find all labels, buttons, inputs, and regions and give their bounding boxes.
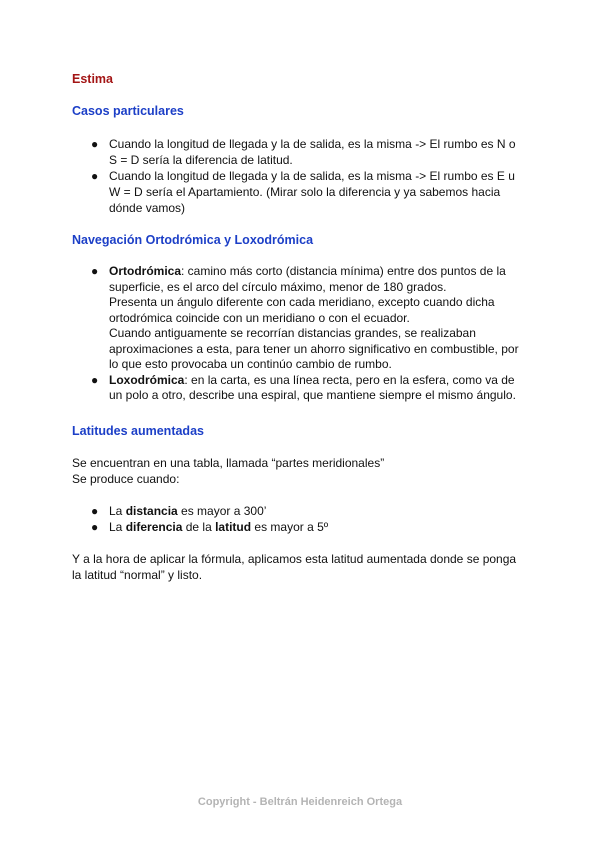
list-item: ● Cuando la longitud de llegada y la de salida, es la misma -> El rumbo es N o S = D sería la diferencia de latitud. [91,137,516,167]
bullet-icon: ● [91,137,99,151]
list-item: ● La distancia es mayor a 300’ [91,504,267,518]
list-item: ● Cuando la longitud de llegada y la de salida, es la misma -> El rumbo es E u W = D sería el Apartamiento. (Mirar solo la diferencia y ya sabemos hacia dónde vamos) [91,169,515,215]
closing-paragraph: Y a la hora de aplicar la fórmula, aplicamos esta latitud aumentada donde se ponga la latitud “normal” y listo. [72,552,517,582]
heading-navegacion: Navegación Ortodrómica y Loxodrómica [72,233,314,247]
bullet-icon: ● [91,504,99,518]
page-title: Estima [72,72,113,86]
casos-list [72,136,524,216]
bullet-icon: ● [91,372,99,387]
navegacion-list [72,264,524,404]
heading-casos-particulares: Casos particulares [72,104,184,118]
list-item-loxodromica: ● Loxodrómica: en la carta, es una línea recta, pero en la esfera, como va de un polo a otro, describe una espiral, que mantiene siempre el mismo ángulo. [91,372,516,402]
bullet-icon: ● [91,520,99,534]
term-loxodromica: Loxodrómica [109,372,185,387]
latitudes-intro: Se encuentran en una tabla, llamada “partes meridionales” Se produce cuando: [72,456,385,486]
list-item-ortodromica: ● Ortodrómica: camino más corto (distancia mínima) entre dos puntos de la superficie, es el arco del círculo máximo, menor de 180 grados. Presenta un ángulo diferente con cada meridiano, excepto cuando dicha ortodrómica coincide con un meridiano o con el ecuador. Cuando antiguamente se recorrían distancias grandes, se realizaban aproximaciones a esta, para tener un ahorro significativo en combustible, por lo que esto provocaba un continúo cambio de rumbo. [91,264,519,371]
heading-latitudes: Latitudes aumentadas [72,424,204,438]
bullet-icon: ● [91,169,99,183]
latitudes-list [72,503,524,535]
copyright-footer: Copyright - Beltrán Heidenreich Ortega [197,796,403,808]
term-ortodromica: Ortodrómica [109,264,182,278]
list-item: ● La diferencia de la latitud es mayor a 5º [91,520,329,534]
bullet-icon: ● [91,264,99,278]
